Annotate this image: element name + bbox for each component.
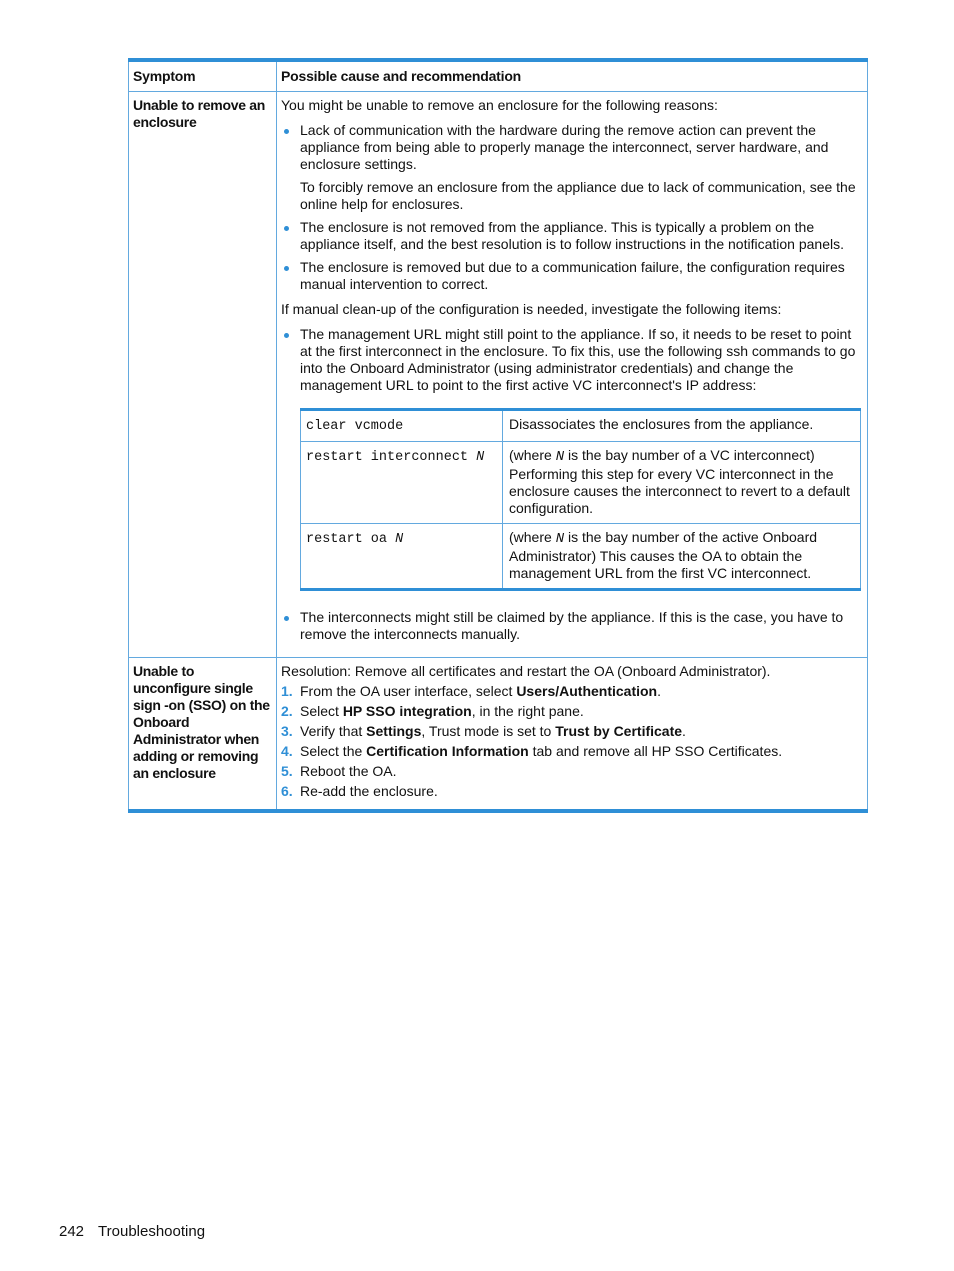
step-number: 6. (281, 783, 293, 799)
description-prefix: (where (509, 529, 556, 545)
table-row (129, 92, 868, 658)
cleanup-list (281, 326, 863, 643)
step-number: 1. (281, 683, 293, 699)
command-cell (301, 524, 503, 590)
command-variable: N (395, 532, 404, 547)
description-variable: N (555, 531, 565, 547)
description-suffix: is the bay number of a VC interconnect) Performing this step for every VC interconnect in the enclosure causes the interconnect to revert to a default configuration. (509, 447, 850, 516)
step-text: , in the right pane. (471, 703, 584, 719)
resolution-text: Resolution: Remove all certificates and restart the OA (Onboard Administrator). (281, 663, 771, 679)
header-cause: Possible cause and recommendation (277, 60, 868, 92)
header-symptom: Symptom (129, 60, 277, 92)
ui-element-label: HP SSO integration (342, 703, 472, 719)
list-item: The interconnects might still be claimed by the appliance. If this is the case, you have to remove the interconnects manually. (281, 609, 863, 643)
list-item-subtext: To forcibly remove an enclosure from the appliance due to lack of communication, see the online help for enclosures. (300, 179, 856, 212)
command-text: clear vcmode (306, 419, 404, 434)
symptom-cell: Unable to remove an enclosure (129, 92, 277, 658)
symptom-cell: Unable to unconfigure single sign -on (SSO) on the Onboard Administrator when adding or removing an enclosure (129, 658, 277, 812)
step-text: Select the (300, 743, 367, 759)
step-number: 3. (281, 723, 293, 739)
command-variable: N (476, 450, 485, 465)
step-item (281, 723, 863, 740)
list-item-text: The management URL might still point to the appliance. If so, it needs to be reset to point at the first interconnect in the enclosure. To fix this, use the following ssh commands to go into the Onboard Administrator (using administrator credentials) and change the management URL to point to the first active VC interconnect's IP address: (300, 326, 856, 393)
commands-table (300, 408, 861, 591)
list-item-text: Lack of communication with the hardware during the remove action can prevent the appliance from being able to properly manage the interconnect, server hardware, and enclosure settings. (300, 122, 829, 172)
step-text: Select (300, 703, 343, 719)
ui-element-label: Settings (366, 723, 422, 739)
command-text: restart interconnect (306, 450, 477, 465)
command-description (503, 442, 861, 524)
step-text: Reboot the OA. (300, 763, 397, 779)
step-text: Re-add the enclosure. (300, 783, 438, 799)
intro-text: You might be unable to remove an enclosure for the following reasons: (281, 97, 718, 113)
ui-element-label: Certification Information (366, 743, 529, 759)
list-item (281, 326, 863, 591)
ui-element-label: Trust by Certificate (555, 723, 683, 739)
step-item (281, 683, 863, 700)
step-item (281, 783, 863, 800)
step-item (281, 703, 863, 720)
list-item: The enclosure is not removed from the appliance. This is typically a problem on the appliance itself, and the best resolution is to follow instructions in the notification panels. (281, 219, 863, 253)
page-number: 242 (59, 1223, 85, 1240)
step-text: Verify that (300, 723, 367, 739)
command-description (503, 524, 861, 590)
step-text: From the OA user interface, select (300, 683, 517, 699)
description-prefix: (where (509, 447, 556, 463)
command-cell (301, 410, 503, 442)
command-row (301, 442, 861, 524)
command-row (301, 410, 861, 442)
description-suffix: is the bay number of the active Onboard Administrator) This causes the OA to obtain the management URL from the first VC interconnect. (509, 529, 818, 581)
step-item (281, 763, 863, 780)
cause-cell (277, 658, 868, 812)
table-row (129, 658, 868, 812)
command-text: restart oa (306, 532, 396, 547)
troubleshooting-table (128, 58, 868, 813)
cleanup-intro-text: If manual clean-up of the configuration is needed, investigate the following items: (281, 301, 782, 317)
step-text: , Trust mode is set to (421, 723, 556, 739)
command-row (301, 524, 861, 590)
table-header-row (129, 60, 868, 92)
step-number: 2. (281, 703, 293, 719)
section-title: Troubleshooting (98, 1223, 206, 1240)
step-text: tab and remove all HP SSO Certificates. (528, 743, 783, 759)
step-number: 5. (281, 763, 293, 779)
reasons-list (281, 122, 863, 293)
list-item (281, 122, 863, 213)
description-variable: N (555, 449, 565, 465)
step-item (281, 743, 863, 760)
list-item: The enclosure is removed but due to a communication failure, the configuration requires manual intervention to correct. (281, 259, 863, 293)
steps-list (281, 683, 863, 800)
step-text: . (657, 683, 662, 699)
step-text: . (682, 723, 686, 739)
ui-element-label: Users/Authentication (516, 683, 658, 699)
step-number: 4. (281, 743, 293, 759)
cause-cell (277, 92, 868, 658)
command-cell (301, 442, 503, 524)
command-description: Disassociates the enclosures from the appliance. (503, 410, 861, 442)
page-footer (59, 1223, 205, 1240)
